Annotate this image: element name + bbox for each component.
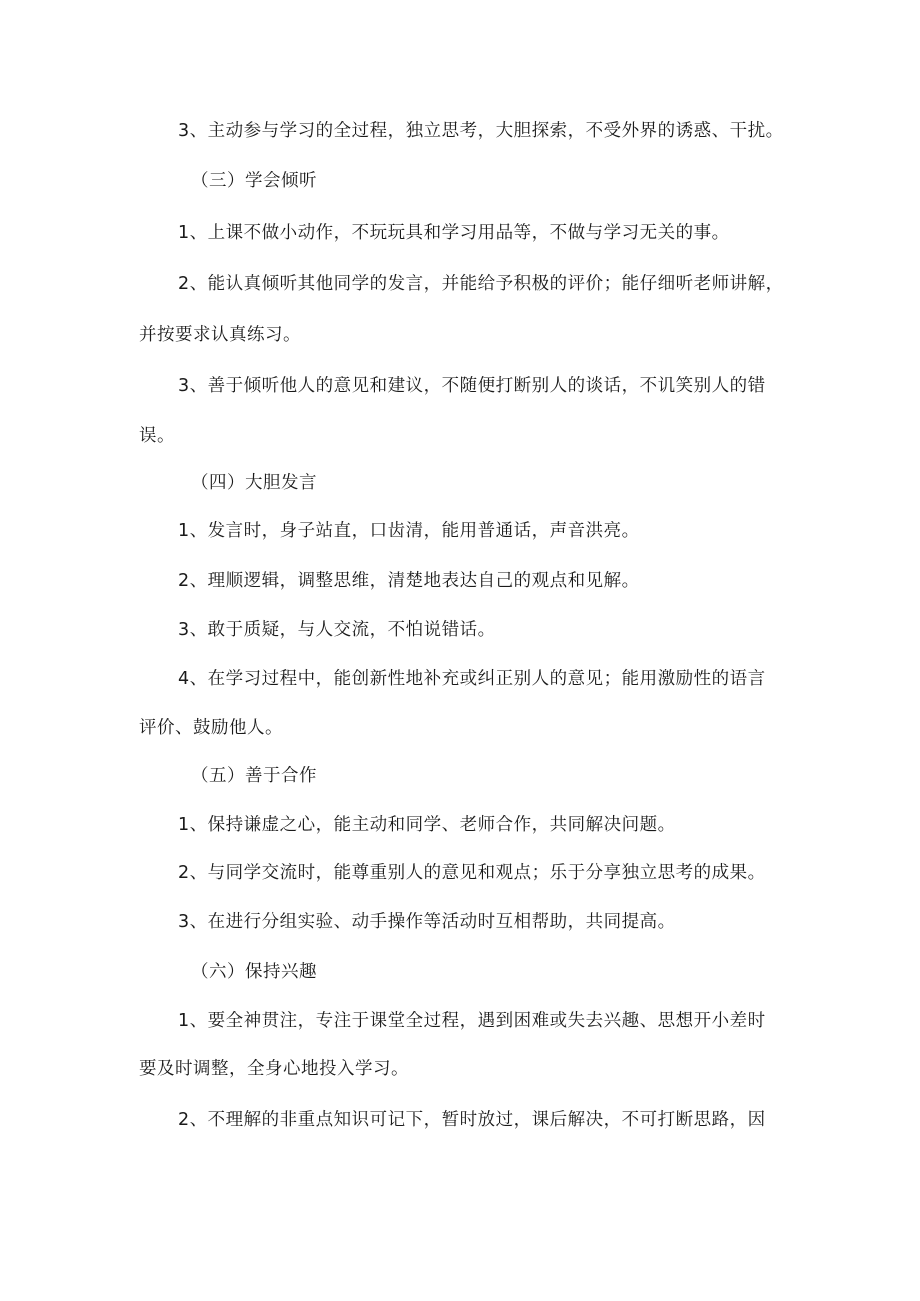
paragraph-item-4: 4、在学习过程中，能创新性地补充或纠正别人的意见；能用激励性的语言: [178, 669, 766, 689]
paragraph-item-1: 1、发言时，身子站直，口齿清，能用普通话，声音洪亮。: [178, 521, 640, 541]
section-heading-interest: （六）保持兴趣: [191, 962, 317, 982]
paragraph-item-2: 2、不理解的非重点知识可记下，暂时放过，课后解决，不可打断思路，因: [178, 1110, 766, 1130]
paragraph-item-3: 3、在进行分组实验、动手操作等活动时互相帮助，共同提高。: [178, 912, 676, 932]
paragraph-continuation: 误。: [139, 426, 175, 446]
paragraph-continuation: 要及时调整，全身心地投入学习。: [139, 1059, 409, 1079]
paragraph-item-3: 3、敢于质疑，与人交流，不怕说错话。: [178, 620, 496, 640]
paragraph-continuation: 评价、鼓励他人。: [139, 718, 283, 738]
section-heading-listen: （三）学会倾听: [191, 171, 317, 191]
paragraph-item-1: 1、要全神贯注，专注于课堂全过程，遇到困难或失去兴趣、思想开小差时: [178, 1011, 766, 1031]
paragraph-item-2: 2、理顺逻辑，调整思维，清楚地表达自己的观点和见解。: [178, 571, 640, 591]
paragraph-item-2: 2、能认真倾听其他同学的发言，并能给予积极的评价；能仔细听老师讲解，: [178, 274, 784, 294]
section-heading-cooperate: （五）善于合作: [191, 766, 317, 786]
paragraph-item-2: 2、与同学交流时，能尊重别人的意见和观点；乐于分享独立思考的成果。: [178, 863, 766, 883]
paragraph-item-1: 1、保持谦虚之心，能主动和同学、老师合作，共同解决问题。: [178, 815, 676, 835]
section-heading-speak: （四）大胆发言: [191, 473, 317, 493]
paragraph-continuation: 并按要求认真练习。: [139, 325, 301, 345]
paragraph-item-3: 3、善于倾听他人的意见和建议，不随便打断别人的谈话，不讥笑别人的错: [178, 376, 766, 396]
paragraph-item-3: 3、主动参与学习的全过程，独立思考，大胆探索，不受外界的诱惑、干扰。: [178, 121, 784, 141]
paragraph-item-1: 1、上课不做小动作，不玩玩具和学习用品等，不做与学习无关的事。: [178, 223, 730, 243]
